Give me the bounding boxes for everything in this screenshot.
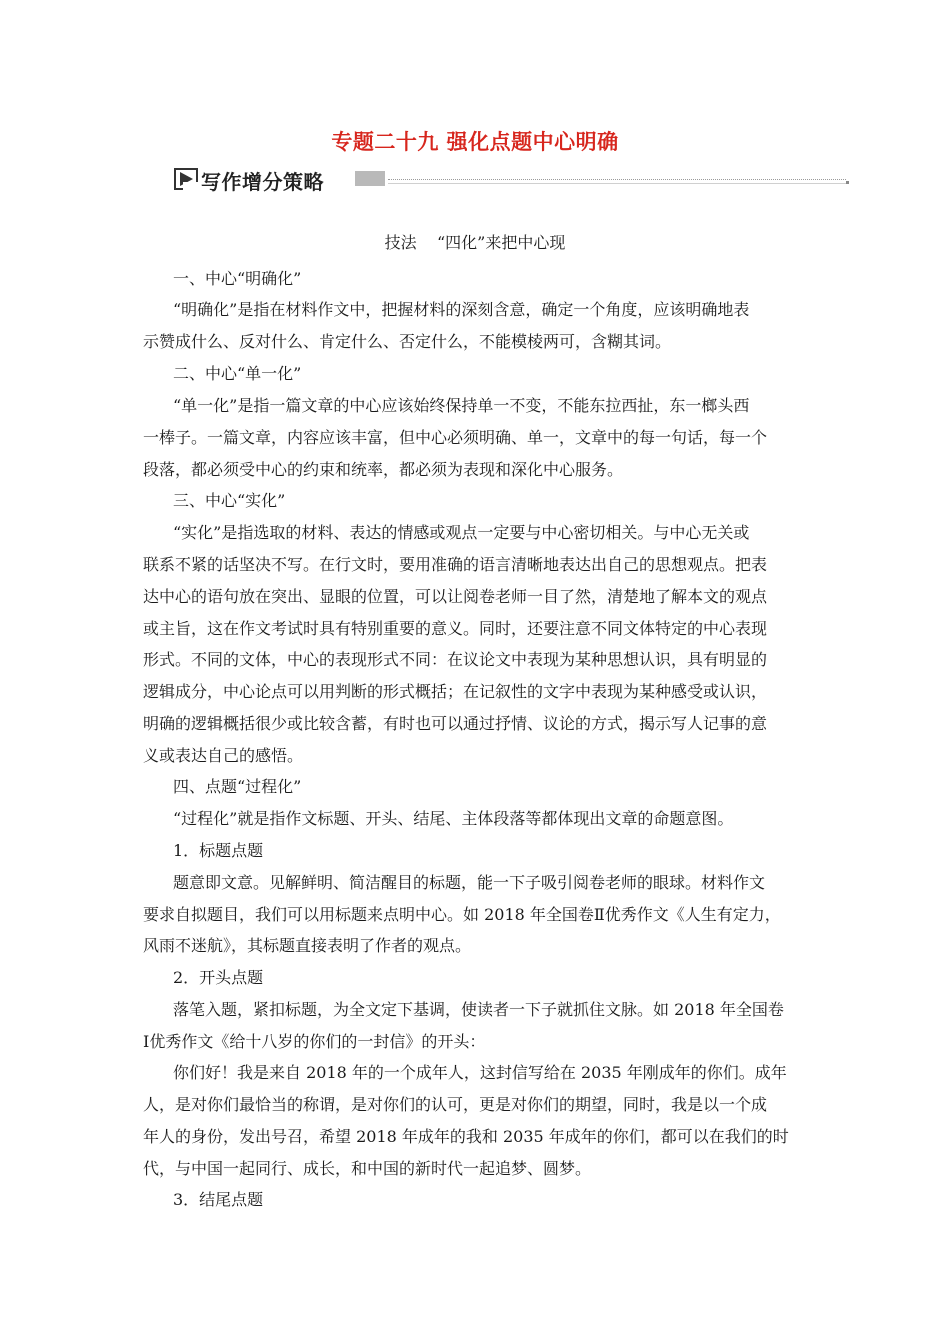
paragraph-line: 联系不紧的话坚决不写。在行文时，要用准确的语言清晰地表达出自己的思想观点。把表 — [143, 555, 768, 574]
heading-2: 二、中心“单一化” — [173, 364, 302, 383]
section-banner — [174, 166, 850, 192]
paragraph-line: 要求自拟题目，我们可以用标题来点明中心。如 2018 年全国卷Ⅱ优秀作文《人生有定力， — [143, 905, 781, 924]
paragraph-line: “实化”是指选取的材料、表达的情感或观点一定要与中心密切相关。与中心无关或 — [173, 523, 750, 542]
paragraph-line: 风雨不迷航》，其标题直接表明了作者的观点。 — [143, 936, 472, 955]
quote-line: 年人的身份，发出号召，希望 2018 年成年的我和 2035 年成年的你们，都可以在我们的时 — [143, 1127, 789, 1146]
technique-heading: 技法 “四化”来把中心现 — [384, 233, 566, 252]
subheading-3: 3．结尾点题 — [173, 1190, 264, 1209]
page-title: 专题二十九 强化点题中心明确 — [331, 130, 619, 154]
paragraph-line: 题意即文意。见解鲜明、简洁醒目的标题，能一下子吸引阅卷老师的眼球。材料作文 — [173, 873, 766, 892]
paragraph-line: “单一化”是指一篇文章的中心应该始终保持单一不变，不能东拉西扯，东一榔头西 — [173, 396, 750, 415]
paragraph-line: 形式。不同的文体，中心的表现形式不同：在议论文中表现为某种思想认识，具有明显的 — [143, 650, 768, 669]
paragraph-line: 一棒子。一篇文章，内容应该丰富，但中心必须明确、单一，文章中的每一句话，每一个 — [143, 428, 768, 447]
heading-3: 三、中心“实化” — [173, 491, 286, 510]
quote-line: 人，是对你们最恰当的称谓，是对你们的认可，更是对你们的期望，同时，我是以一个成 — [143, 1095, 768, 1114]
paragraph-line: 明确的逻辑概括很少或比较含蓄，有时也可以通过抒情、议论的方式，揭示写人记事的意 — [143, 714, 768, 733]
paragraph-line: 逻辑成分，中心论点可以用判断的形式概括；在记叙性的文字中表现为某种感受或认识， — [143, 682, 768, 701]
paragraph-line: 落笔入题，紧扣标题，为全文定下基调，使读者一下子就抓住文脉。如 2018 年全国卷 — [173, 1000, 784, 1019]
paragraph-line: “过程化”就是指作文标题、开头、结尾、主体段落等都体现出文章的命题意图。 — [173, 809, 734, 828]
paragraph-line: “明确化”是指在材料作文中，把握材料的深刻含意，确定一个角度，应该明确地表 — [173, 300, 750, 319]
play-arrow-icon — [174, 168, 198, 190]
banner-divider — [388, 179, 846, 180]
subheading-1: 1．标题点题 — [173, 841, 264, 860]
banner-decoration — [355, 171, 385, 186]
paragraph-line: 义或表达自己的感悟。 — [143, 746, 304, 765]
banner-divider-secondary — [388, 183, 846, 184]
heading-4: 四、点题“过程化” — [173, 777, 302, 796]
banner-end-dot — [846, 181, 849, 184]
paragraph-line: 段落，都必须受中心的约束和统率，都必须为表现和深化中心服务。 — [143, 460, 624, 479]
quote-line: 代，与中国一起同行、成长，和中国的新时代一起追梦、圆梦。 — [143, 1159, 592, 1178]
quote-line: 你们好！我是来自 2018 年的一个成年人，这封信写给在 2035 年刚成年的你们。成年 — [173, 1063, 787, 1082]
banner-title: 写作增分策略 — [201, 170, 324, 194]
paragraph-line: 示赞成什么、反对什么、肯定什么、否定什么，不能模棱两可，含糊其词。 — [143, 332, 672, 351]
paragraph-line: Ⅰ优秀作文《给十八岁的你们的一封信》的开头： — [143, 1032, 486, 1051]
heading-1: 一、中心“明确化” — [173, 269, 302, 288]
subheading-2: 2．开头点题 — [173, 968, 264, 987]
paragraph-line: 或主旨，这在作文考试时具有特别重要的意义。同时，还要注意不同文体特定的中心表现 — [143, 619, 768, 638]
paragraph-line: 达中心的语句放在突出、显眼的位置，可以让阅卷老师一目了然，清楚地了解本文的观点 — [143, 587, 768, 606]
